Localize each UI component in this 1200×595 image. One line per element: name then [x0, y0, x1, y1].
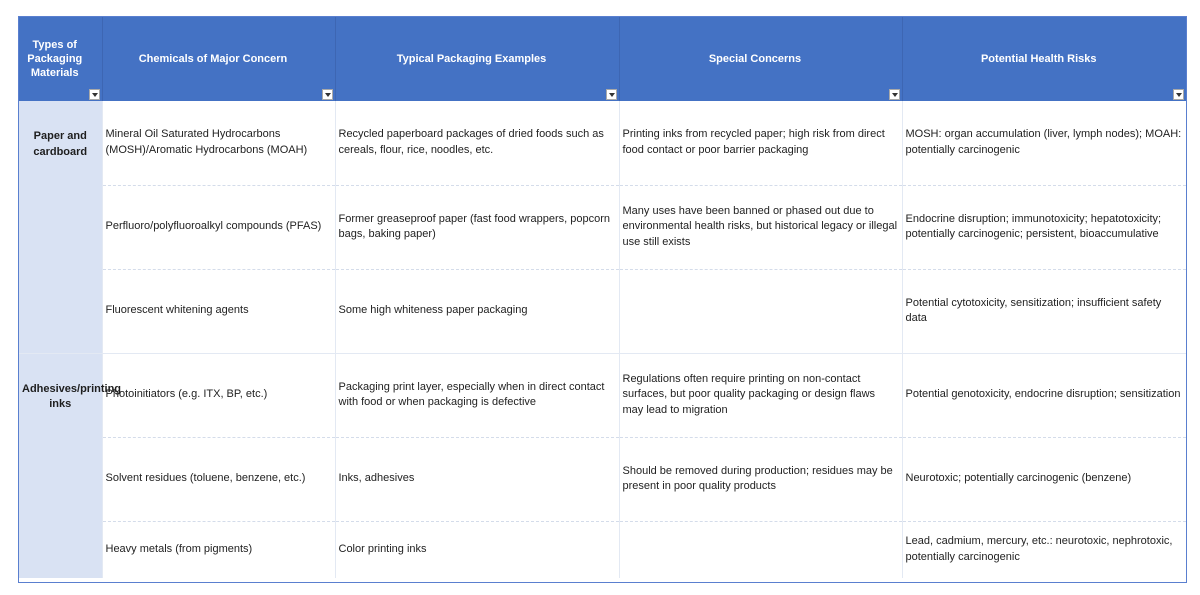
- header-types-of-packaging-materials: [19, 17, 102, 101]
- filter-dropdown-icon[interactable]: [606, 89, 617, 100]
- cell-health-risk[interactable]: Potential cytotoxicity, sensitization; insufficient safety data: [902, 269, 1186, 353]
- header-potential-health-risks: [902, 17, 1186, 101]
- header-chemicals-of-major-concern: [102, 17, 335, 101]
- cell-health-risk[interactable]: Neurotoxic; potentially carcinogenic (benzene): [902, 437, 1186, 521]
- cell-chemical[interactable]: Solvent residues (toluene, benzene, etc.): [102, 437, 335, 521]
- table-row: [19, 353, 1186, 437]
- cell-special-concern[interactable]: Printing inks from recycled paper; high risk from direct food contact or poor barrier packaging: [619, 101, 902, 185]
- cell-health-risk[interactable]: Endocrine disruption; immunotoxicity; hepatotoxicity; potentially carcinogenic; persistent, bioaccumulative: [902, 185, 1186, 269]
- cell-special-concern[interactable]: Many uses have been banned or phased out due to environmental health risks, but historical legacy or illegal use still exists: [619, 185, 902, 269]
- cell-packaging-example[interactable]: Some high whiteness paper packaging: [335, 269, 619, 353]
- header-label: Special Concerns: [708, 53, 802, 65]
- cell-health-risk[interactable]: MOSH: organ accumulation (liver, lymph nodes); MOAH: potentially carcinogenic: [902, 101, 1186, 185]
- spreadsheet-table-region: [18, 16, 1187, 583]
- group-cell-adhesives-printing-inks[interactable]: Adhesives/printing inks: [19, 353, 102, 578]
- cell-special-concern[interactable]: Should be removed during production; residues may be present in poor quality products: [619, 437, 902, 521]
- cell-chemical[interactable]: Perfluoro/polyfluoroalkyl compounds (PFAS): [102, 185, 335, 269]
- header-label: Potential Health Risks: [980, 53, 1097, 65]
- header-label: Chemicals of Major Concern: [138, 53, 288, 65]
- header-label: Typical Packaging Examples: [396, 53, 547, 65]
- cell-chemical[interactable]: Photoinitiators (e.g. ITX, BP, etc.): [102, 353, 335, 437]
- cell-chemical[interactable]: Fluorescent whitening agents: [102, 269, 335, 353]
- header-row: [19, 17, 1186, 101]
- table-row: [19, 437, 1186, 521]
- table-row: [19, 185, 1186, 269]
- cell-packaging-example[interactable]: Former greaseproof paper (fast food wrappers, popcorn bags, baking paper): [335, 185, 619, 269]
- cell-special-concern[interactable]: [619, 521, 902, 578]
- header-special-concerns: [619, 17, 902, 101]
- header-typical-packaging-examples: [335, 17, 619, 101]
- group-cell-paper-and-cardboard[interactable]: Paper and cardboard: [19, 101, 102, 353]
- table-row: [19, 269, 1186, 353]
- filter-dropdown-icon[interactable]: [89, 89, 100, 100]
- filter-dropdown-icon[interactable]: [889, 89, 900, 100]
- cell-packaging-example[interactable]: Color printing inks: [335, 521, 619, 578]
- table-row: [19, 521, 1186, 578]
- cell-special-concern[interactable]: Regulations often require printing on non-contact surfaces, but poor quality packaging or design flaws may lead to migration: [619, 353, 902, 437]
- cell-packaging-example[interactable]: Packaging print layer, especially when in direct contact with food or when packaging is defective: [335, 353, 619, 437]
- filter-dropdown-icon[interactable]: [1173, 89, 1184, 100]
- table-row: [19, 101, 1186, 185]
- cell-packaging-example[interactable]: Recycled paperboard packages of dried foods such as cereals, flour, rice, noodles, etc.: [335, 101, 619, 185]
- packaging-chemicals-table: [19, 17, 1186, 578]
- cell-packaging-example[interactable]: Inks, adhesives: [335, 437, 619, 521]
- cell-health-risk[interactable]: Lead, cadmium, mercury, etc.: neurotoxic, nephrotoxic, potentially carcinogenic: [902, 521, 1186, 578]
- header-label: Types of Packaging Materials: [27, 39, 83, 79]
- cell-special-concern[interactable]: [619, 269, 902, 353]
- cell-chemical[interactable]: Mineral Oil Saturated Hydrocarbons (MOSH)/Aromatic Hydrocarbons (MOAH): [102, 101, 335, 185]
- filter-dropdown-icon[interactable]: [322, 89, 333, 100]
- cell-health-risk[interactable]: Potential genotoxicity, endocrine disruption; sensitization: [902, 353, 1186, 437]
- cell-chemical[interactable]: Heavy metals (from pigments): [102, 521, 335, 578]
